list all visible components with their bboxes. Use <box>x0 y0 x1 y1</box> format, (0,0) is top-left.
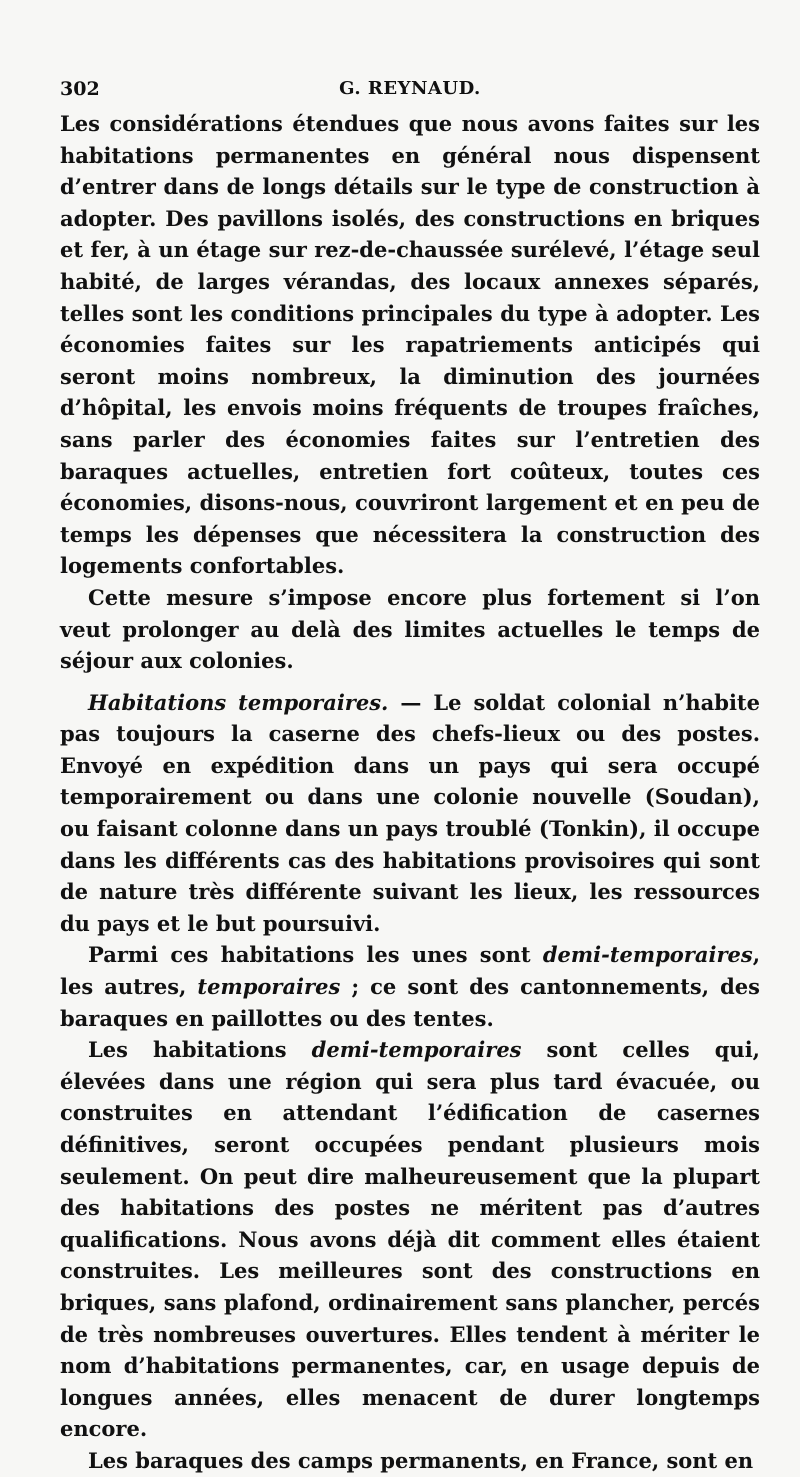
term-demi-temporaires: demi-temporaires <box>542 942 753 968</box>
page-number: 302 <box>60 78 100 100</box>
paragraph-3 <box>60 687 760 940</box>
running-head: G. REYNAUD. <box>339 78 481 99</box>
paragraph-2: Cette mesure s’impose encore plus fortement si l’on veut prolonger au delà des limites actuelles le temps de séjour aux colonies. <box>60 584 760 674</box>
paragraph-5-text-a: Les habitations <box>88 1037 312 1063</box>
paragraph-1: Les considérations étendues que nous avons faites sur les habitations permanentes en général nous dispensent d’entrer dans de longs détails sur le type de construction à adopter. Des pavillons isolés, des constructions en briques et fer, à un étage sur rez-de-chaussée surélevé, l’étage seul habité, de larges vérandas, des locaux annexes séparés, telles sont les conditions principales du type à adopter. Les économies faites sur les rapatriements anticipés qui seront moins nombreux, la diminution des journées d’hôpital, les envois moins fréquents de troupes fraîches, sans parler des économies faites sur l’entretien des baraques actuelles, entretien fort coûteux, toutes ces économies, disons-nous, couvriront largement et en peu de temps les dépenses que nécessitera la construction des logements confortables. <box>60 111 760 579</box>
section-heading: Habitations temporaires. <box>88 689 389 715</box>
body-text <box>60 108 760 1477</box>
term-demi-temporaires-2: demi-temporaires <box>311 1037 522 1063</box>
paragraph-3-text: — Le soldat colonial n’habite pas toujours la caserne des chefs-lieux ou des postes. Envoyé en expédition dans un pays qui sera occupé temporairement ou dans une colonie nouvelle (Soudan), ou faisant colonne dans un pays troublé (Tonkin), il occupe dans les différents cas des habitations provisoires qui sont de nature très différente suivant les lieux, les ressources du pays et le but poursuivi. <box>60 689 760 936</box>
paragraph-5 <box>60 1034 760 1445</box>
page-header <box>60 78 760 104</box>
paragraph-4 <box>60 939 760 1034</box>
paragraph-4-text-c: ; ce sont des cantonnements, des baraques en paillottes ou des tentes. <box>60 974 760 1031</box>
paragraph-5-text-b: sont celles qui, élevées dans une région qui sera plus tard évacuée, ou construites en attendant l’édification de casernes définitives, seront occupées pendant plusieurs mois seulement. On peut dire malheureusement que la plupart des habitations des postes ne méritent pas d’autres qualifications. Nous avons déjà dit comment elles étaient construites. Les meilleures sont des constructions en briques, sans plafond, ordinairement sans plancher, percés de très nombreuses ouvertures. Elles tendent à mériter le nom d’habitations permanentes, car, en usage depuis de longues années, elles menacent de durer longtemps encore. <box>60 1037 760 1442</box>
paragraph-4-text-b: , les autres, <box>60 942 760 1000</box>
paragraph-4-text-a: Parmi ces habitations les unes sont <box>88 942 543 968</box>
paragraph-6: Les baraques des camps permanents, en France, sont en <box>88 1447 754 1473</box>
term-temporaires: temporaires <box>197 974 341 1000</box>
